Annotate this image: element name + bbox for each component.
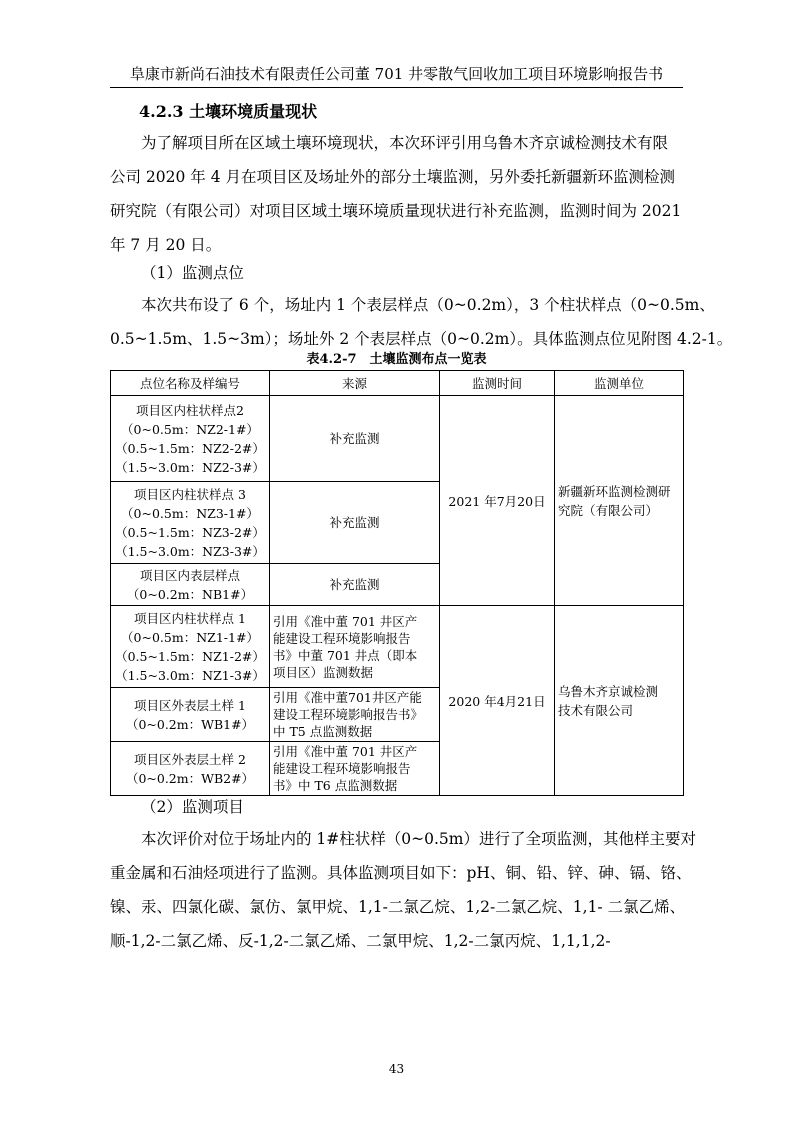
text-line: 顺-1,2-二氯乙烯、反-1,2-二氯乙烯、二氯甲烷、1,2-二氯丙烷、1,1,1,2- bbox=[110, 932, 611, 950]
text-line: 公司 2020 年 4 月在项目区及场址外的部分土壤监测，另外委托新疆新环监测检测 bbox=[110, 168, 676, 186]
unit-cell: 新疆新环监测检测研 究院（有限公司） bbox=[555, 396, 684, 606]
source-cell: 补充监测 bbox=[270, 396, 440, 482]
items-paragraph bbox=[110, 822, 696, 958]
text-line: 研究院（有限公司）对项目区域土壤环境质量现状进行补充监测，监测时间为 2021 bbox=[110, 202, 682, 220]
text-line: （2）监测项目 bbox=[141, 798, 244, 816]
source-cell: 补充监测 bbox=[270, 482, 440, 564]
page-number: 43 bbox=[388, 1062, 405, 1076]
text-line: 本次评价对位于场址内的 1#柱状样（0~0.5m）进行了全项监测，其他样主要对 bbox=[141, 830, 696, 848]
point-cell: 项目区内柱状样点 1 （0~0.5m：NZ1-1#） （0.5~1.5m：NZ1-2#） （1.5~3.0m：NZ1-3#） bbox=[111, 606, 270, 688]
points-paragraph bbox=[110, 288, 733, 356]
page-header: 阜康市新尚石油技术有限责任公司董 701 井零散气回收加工项目环境影响报告书 bbox=[129, 65, 664, 83]
text-line: 年 7 月 20 日。 bbox=[110, 236, 222, 254]
table-row bbox=[111, 606, 684, 688]
text-line: （1）监测点位 bbox=[141, 264, 244, 282]
point-cell: 项目区外表层土样 1 （0~0.2m：WB1#） bbox=[111, 688, 270, 742]
point-cell: 项目区内柱状样点 3 （0~0.5m：NZ3-1#） （0.5~1.5m：NZ3-2#） （1.5~3.0m：NZ3-3#） bbox=[111, 482, 270, 564]
source-cell: 引用《准中董701井区产能 建设工程环境影响报告书》 中 T5 点监测数据 bbox=[270, 688, 440, 742]
table-header-row bbox=[111, 371, 684, 396]
source-cell: 补充监测 bbox=[270, 564, 440, 606]
subheading-monitoring-points bbox=[110, 256, 685, 290]
time-cell: 2020 年4月21日 bbox=[440, 606, 555, 796]
source-cell: 引用《准中董 701 井区产 能建设工程环境影响报告 书》中 T6 点监测数据 bbox=[270, 742, 440, 796]
monitoring-table bbox=[110, 370, 684, 796]
text-line: 为了解项目所在区域土壤环境现状，本次环评引用乌鲁木齐京诚检测技术有限 bbox=[141, 134, 669, 152]
header-cell-point: 点位名称及样编号 bbox=[111, 371, 270, 396]
point-cell: 项目区内柱状样点2 （0~0.5m：NZ2-1#） （0.5~1.5m：NZ2-2#） （1.5~3.0m：NZ2-3#） bbox=[111, 396, 270, 482]
header-cell-source: 来源 bbox=[270, 371, 440, 396]
unit-cell: 乌鲁木齐京诚检测 技术有限公司 bbox=[555, 606, 684, 796]
header-cell-time: 监测时间 bbox=[440, 371, 555, 396]
time-cell: 2021 年7月20日 bbox=[440, 396, 555, 606]
text-line: 重金属和石油烃项进行了监测。具体监测项目如下：pH、铜、铅、锌、砷、镉、铬、 bbox=[110, 864, 692, 882]
table-title: 表4.2-7 土壤监测布点一览表 bbox=[306, 352, 487, 367]
intro-paragraph bbox=[110, 126, 685, 262]
section-title: 4.2.3 土壤环境质量现状 bbox=[139, 102, 318, 121]
header-rule bbox=[110, 87, 683, 88]
text-line: 本次共布设了 6 个，场址内 1 个表层样点（0~0.2m），3 个柱状样点（0~0.5m、 bbox=[141, 296, 715, 314]
text-line: 0.5~1.5m、1.5~3m）；场址外 2 个表层样点（0~0.2m）。具体监测点位见附图 4.2-1。 bbox=[110, 330, 733, 348]
point-cell: 项目区外表层土样 2 （0~0.2m：WB2#） bbox=[111, 742, 270, 796]
subheading-monitoring-items bbox=[110, 790, 685, 824]
point-cell: 项目区内表层样点 （0~0.2m：NB1#） bbox=[111, 564, 270, 606]
source-cell: 引用《准中董 701 井区产 能建设工程环境影响报告 书》中董 701 井点（即本 项目区）监测数据 bbox=[270, 606, 440, 688]
header-cell-unit: 监测单位 bbox=[555, 371, 684, 396]
text-line: 镍、汞、四氯化碳、氯仿、氯甲烷、1,1-二氯乙烷、1,2-二氯乙烷、1,1- 二氯乙烯、 bbox=[110, 898, 686, 916]
table-row bbox=[111, 396, 684, 482]
